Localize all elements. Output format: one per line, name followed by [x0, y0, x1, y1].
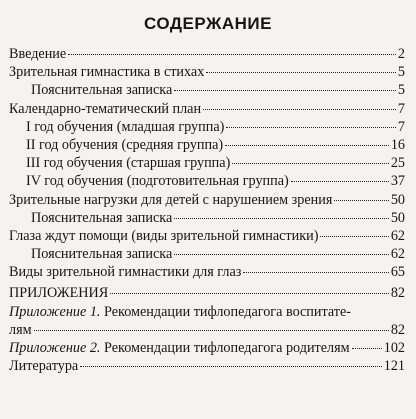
- toc-entry-calendar-plan[interactable]: [9, 100, 405, 118]
- dot-leader: [174, 90, 396, 91]
- appendix-2-title: Рекомендации тифлопедагога родителям: [104, 340, 350, 356]
- toc-entry-label: [9, 303, 351, 321]
- dot-leader: [110, 293, 389, 294]
- toc-entry-explanatory-note-2[interactable]: [9, 209, 405, 227]
- toc-entry-page: 102: [383, 340, 405, 356]
- toc-entry-label: Пояснительная записка: [31, 209, 173, 226]
- toc-entry-year-3[interactable]: [9, 154, 405, 172]
- dot-leader: [206, 72, 396, 73]
- toc-entry-label: Зрительные нагрузки для детей с нарушением зрения: [9, 191, 333, 208]
- toc-entry-label: I год обучения (младшая группа): [26, 118, 225, 135]
- toc-entry-page: 65: [390, 264, 405, 281]
- toc-entry-label: Пояснительная записка: [31, 246, 173, 263]
- toc-entry-page: 37: [390, 173, 405, 190]
- toc-entry-label: Календарно-тематический план: [9, 100, 202, 117]
- toc-entry-eyes-need-help[interactable]: [9, 227, 405, 245]
- dot-leader: [352, 348, 382, 349]
- dot-leader: [232, 163, 389, 164]
- toc-entry-appendix-2[interactable]: [9, 339, 405, 357]
- dot-leader: [320, 236, 388, 237]
- toc-entry-page: 7: [397, 100, 405, 117]
- toc-entry-page: 82: [390, 285, 405, 302]
- toc-entry-page: 50: [390, 191, 405, 208]
- toc-entry-literature[interactable]: [9, 357, 405, 375]
- dot-leader: [226, 127, 396, 128]
- toc-entry-gymnastics-types[interactable]: [9, 263, 405, 281]
- toc-entry-label: Пояснительная записка: [31, 82, 173, 99]
- toc-entry-appendix-1[interactable]: [9, 303, 405, 321]
- dot-leader: [174, 218, 389, 219]
- appendix-2-italic-label: Приложение 2.: [9, 340, 101, 356]
- toc-entry-year-2[interactable]: [9, 136, 405, 154]
- toc-entry-intro[interactable]: [9, 45, 405, 63]
- toc-entry-page: 5: [397, 64, 405, 81]
- toc-entry-label: лям: [9, 321, 32, 338]
- dot-leader: [334, 200, 388, 201]
- dot-leader: [225, 145, 389, 146]
- toc-entry-label: [9, 339, 350, 357]
- toc-entry-page: 2: [397, 46, 405, 62]
- dot-leader: [291, 181, 389, 182]
- dot-leader: [174, 254, 389, 255]
- dot-leader: [243, 272, 388, 273]
- dot-leader: [80, 366, 381, 367]
- toc-entry-page: 62: [390, 227, 405, 244]
- toc-entry-label: Зрительная гимнастика в стихах: [9, 64, 205, 81]
- toc-entry-label: Литература: [9, 358, 79, 375]
- toc-entry-page: 7: [397, 118, 405, 135]
- toc-entry-year-1[interactable]: [9, 118, 405, 136]
- toc-entry-label: II год обучения (средняя группа): [26, 136, 224, 153]
- toc-entry-page: 50: [390, 209, 405, 226]
- toc-entry-visual-loads[interactable]: [9, 191, 405, 209]
- appendix-1-title: Рекомендации тифлопедагога воспитате-: [104, 303, 352, 320]
- toc-entry-explanatory-note-3[interactable]: [9, 245, 405, 263]
- dot-leader: [203, 109, 396, 110]
- toc-entry-page: 25: [390, 155, 405, 172]
- toc-entry-label: ПРИЛОЖЕНИЯ: [9, 285, 109, 302]
- toc-entry-visual-gymnastics-poems[interactable]: [9, 63, 405, 81]
- toc-entry-page: 82: [390, 321, 405, 338]
- toc-entry-page: 16: [390, 136, 405, 153]
- toc-entry-page: 62: [390, 246, 405, 263]
- table-of-contents: [9, 45, 405, 375]
- toc-entry-explanatory-note-1[interactable]: [9, 81, 405, 99]
- toc-entry-appendix-1-cont[interactable]: [9, 321, 405, 339]
- dot-leader: [34, 330, 389, 331]
- toc-entry-year-4[interactable]: [9, 172, 405, 190]
- toc-entry-label: III год обучения (старшая группа): [26, 155, 231, 172]
- appendix-1-italic-label: Приложение 1.: [9, 303, 101, 320]
- toc-entry-label: Виды зрительной гимнастики для глаз: [9, 264, 242, 281]
- toc-entry-label: IV год обучения (подготовительная группа): [26, 173, 289, 190]
- toc-entry-page: 121: [383, 358, 405, 375]
- dot-leader: [68, 54, 396, 55]
- page-title: СОДЕРЖАНИЕ: [144, 14, 272, 33]
- toc-entry-appendices[interactable]: [9, 284, 405, 302]
- toc-entry-page: 5: [397, 82, 405, 99]
- toc-entry-label: Глаза ждут помощи (виды зрительной гимнастики): [9, 227, 319, 244]
- toc-entry-label: Введение: [9, 46, 67, 62]
